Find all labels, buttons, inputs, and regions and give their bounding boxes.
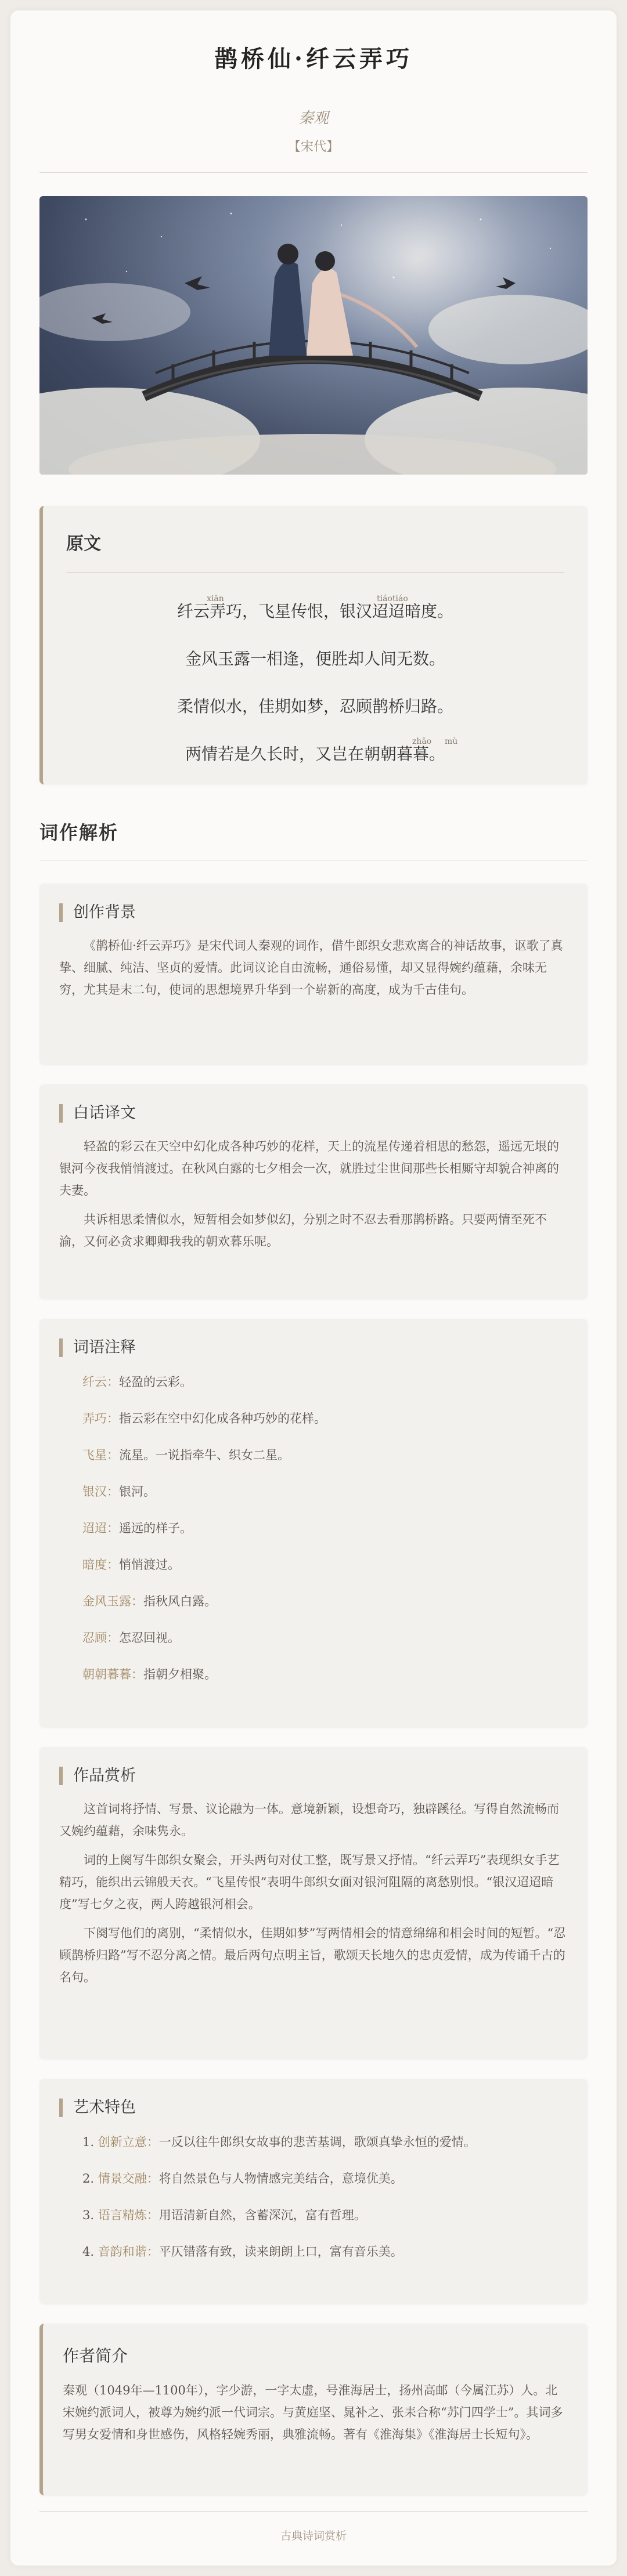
poem-header: [39, 10, 588, 155]
poem-line: [66, 588, 564, 635]
original-text-card: [39, 506, 588, 784]
notes-card: [39, 1319, 588, 1727]
poem-line: [66, 683, 564, 730]
original-rule: [66, 572, 564, 573]
features-list: [59, 2124, 568, 2270]
note-item: [59, 1474, 568, 1510]
note-item: [59, 1364, 568, 1401]
feature-desc: 用语清新自然，含蓄深沉，富有哲理。: [158, 2208, 366, 2222]
note-item: [59, 1583, 568, 1620]
footer-rule: [39, 2511, 588, 2512]
notes-list: [59, 1364, 568, 1693]
poem-line-text: 金风玉露一相逢，便胜却人间无数。: [185, 649, 445, 668]
note-item: [59, 1620, 568, 1656]
feature-num: 2.: [82, 2172, 95, 2186]
author-card: [39, 2324, 588, 2495]
translation-para: 共诉相思柔情似水，短暂相会如梦似幻，分别之时不忍去看那鹊桥路。只要两情至死不渝，又何必贪求卿卿我我的朝欢暮乐呢。: [59, 1213, 547, 1249]
note-term: 迢迢：: [82, 1521, 119, 1535]
note-term: 飞星：: [82, 1448, 119, 1462]
note-item: [59, 1547, 568, 1583]
poem-line: [66, 635, 564, 683]
note-desc: 指云彩在空中幻化成各种巧妙的花样。: [119, 1412, 326, 1426]
feature-num: 3.: [82, 2208, 95, 2222]
appreciation-para: 下阕写他们的离别，“柔情似水，佳期如梦”写两情相会的情意绵绵和相会时间的短暂。“忍顾鹊桥归路”写不忍分离之情。最后两句点明主旨，歌颂天长地久的忠贞爱情，成为传诵千古的名句。: [59, 1926, 566, 1984]
translation-card: [39, 1084, 588, 1299]
feature-num: 1.: [82, 2135, 95, 2149]
background-heading: 创作背景: [59, 903, 568, 922]
note-desc: 轻盈的云彩。: [119, 1375, 192, 1389]
background-card: [39, 884, 588, 1065]
note-desc: 银河。: [119, 1485, 156, 1499]
feature-item: [59, 2161, 568, 2197]
feature-num: 4.: [82, 2245, 95, 2259]
note-term: 银汉：: [82, 1485, 119, 1499]
feature-term: 语言精炼：: [98, 2208, 159, 2222]
hero-illustration: [39, 196, 588, 475]
note-desc: 指秋风白露。: [143, 1594, 217, 1608]
note-term: 弄巧：: [82, 1412, 119, 1426]
note-item: [59, 1510, 568, 1547]
note-desc: 怎忍回视。: [119, 1631, 180, 1645]
appreciation-heading: 作品赏析: [59, 1767, 568, 1785]
note-term: 金风玉露：: [82, 1594, 143, 1608]
poem-line-text: 柔情似水，佳期如梦，忍顾鹊桥归路。: [176, 697, 453, 716]
feature-term: 音韵和谐：: [98, 2245, 159, 2259]
pinyin-ruby: xiān: [207, 594, 224, 603]
translation-para: 轻盈的彩云在天空中幻化成各种巧妙的花样，天上的流星传递着相思的愁怨，遥远无垠的银河今夜我悄悄渡过。在秋风白露的七夕相会一次，就胜过尘世间那些长相厮守却貌合神离的夫妻。: [59, 1139, 559, 1197]
poem-line-text: 两情若是久长时，又岂在朝朝暮暮。: [185, 744, 445, 764]
poem-title: 鹊桥仙·纤云弄巧: [214, 45, 413, 73]
translation-heading: 白话译文: [59, 1104, 568, 1123]
feature-item: [59, 2234, 568, 2270]
appreciation-para: 这首词将抒情、写景、议论融为一体。意境新颖，设想奇巧，独辟蹊径。写得自然流畅而又婉约蕴藉，余味隽永。: [59, 1802, 559, 1838]
original-heading: 原文: [66, 534, 101, 554]
poem-line: [66, 730, 564, 778]
author-bio: 秦观（1049年—1100年），字少游，一字太虚，号淮海居士，扬州高邮（今属江苏）人。北宋婉约派词人，被尊为婉约派一代词宗。与黄庭坚、晁补之、张耒合称“苏门四学士”。其词多写男女爱情和身世感伤，风格轻婉秀丽，典雅流畅。著有《淮海集》《淮海居士长短句》。: [63, 2383, 563, 2441]
magpie-bridge-image: [39, 196, 588, 475]
pinyin-ruby: mù: [445, 737, 458, 746]
note-term: 纤云：: [82, 1375, 119, 1389]
background-text: 《鹊桥仙·纤云弄巧》是宋代词人秦观的词作，借牛郎织女悲欢离合的神话故事，讴歌了真挚、细腻、纯洁、坚贞的爱情。此词议论自由流畅，通俗易懂，却又显得婉约蕴藉，余味无穷，尤其是末二句，使词的思想境界升华到一个崭新的高度，成为千古佳句。: [59, 939, 563, 997]
note-item: [59, 1401, 568, 1437]
features-heading: 艺术特色: [59, 2099, 568, 2117]
feature-item: [59, 2197, 568, 2234]
note-desc: 指朝夕相聚。: [143, 1667, 217, 1681]
features-card: [39, 2079, 588, 2304]
page: [10, 10, 617, 2566]
note-desc: 遥远的样子。: [119, 1521, 192, 1535]
note-item: [59, 1437, 568, 1474]
poem-body: [66, 588, 564, 778]
feature-desc: 一反以往牛郎织女故事的悲苦基调，歌颂真挚永恒的爱情。: [158, 2135, 476, 2149]
poem-dynasty: 【宋代】: [287, 140, 339, 154]
feature-desc: 平仄错落有致，读来朗朗上口，富有音乐美。: [158, 2245, 403, 2259]
note-item: [59, 1656, 568, 1693]
header-divider: [39, 172, 588, 173]
feature-item: [59, 2124, 568, 2161]
feature-term: 创新立意：: [98, 2135, 159, 2149]
pinyin-ruby: zhāo: [412, 737, 432, 746]
footer-text: 古典诗词赏析: [280, 2530, 347, 2542]
appreciation-para: 词的上阕写牛郎织女聚会，开头两句对仗工整，既写景又抒情。“纤云弄巧”表现织女手艺精巧，能织出云锦般天衣。“飞星传恨”表明牛郎织女面对银河阻隔的离愁别恨。“银汉迢迢暗度”写七夕之夜，两人跨越银河相会。: [59, 1853, 560, 1911]
poem-line-text: 纤云弄巧，飞星传恨，银汉迢迢暗度。: [176, 602, 453, 621]
note-term: 暗度：: [82, 1558, 119, 1572]
note-term: 朝朝暮暮：: [82, 1667, 143, 1681]
pinyin-ruby: tiáotiáo: [377, 594, 408, 603]
note-desc: 流星。一说指牵牛、织女二星。: [119, 1448, 290, 1462]
note-term: 忍顾：: [82, 1631, 119, 1645]
author-heading: 作者简介: [63, 2346, 128, 2365]
note-desc: 悄悄渡过。: [119, 1558, 180, 1572]
feature-term: 情景交融：: [98, 2172, 159, 2186]
notes-heading: 词语注释: [59, 1338, 568, 1357]
appreciation-card: [39, 1747, 588, 2059]
feature-desc: 将自然景色与人物情感完美结合，意境优美。: [158, 2172, 403, 2186]
poem-author[interactable]: 秦观: [298, 110, 329, 127]
analysis-heading: 词作解析: [39, 822, 119, 844]
